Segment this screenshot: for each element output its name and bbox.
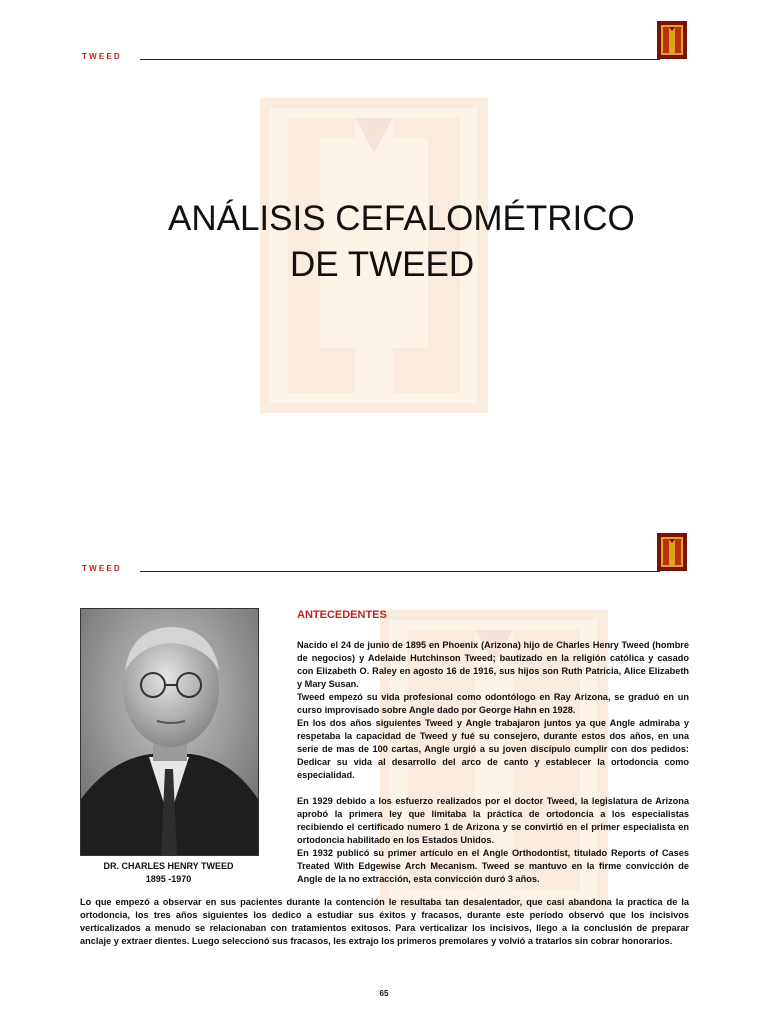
logo-icon [657, 21, 687, 59]
title-line-1: ANÁLISIS CEFALOMÉTRICO [168, 199, 635, 238]
paragraph: En 1932 publicó su primer artículo en el Angle Orthodontist, titulado Reports of Cases Treated With Edgewise Arch Mecanism. Tweed se mantuvo en la firme convicción de Angle de la no extracción, esta convicción duró 3 años. [297, 848, 689, 884]
logo-icon [657, 533, 687, 571]
page-number: 65 [379, 989, 389, 998]
photo-caption [80, 860, 257, 886]
section-title: ANTECEDENTES [297, 609, 387, 621]
header-label: TWEED [82, 52, 122, 61]
header-bar [0, 22, 768, 72]
header-label: TWEED [82, 564, 122, 573]
paragraph: En los dos años siguientes Tweed y Angle trabajaron juntos ya que Angle admiraba y respetaba la capacidad de Tweed y fué su consejero, durante estos dos años, en una serie de mas de 100 cartas, Angle urgió a su joven discípulo cumplir con dos pedidos: Dedicar su vida al desarrollo del arco de canto y establecer la ortodoncia como especialidad. [297, 718, 689, 780]
paragraph: Tweed empezó su vida profesional como odontólogo en Ray Arizona, se graduó en un curso improvisado sobre Angle dado por George Hahn en 1928. [297, 692, 689, 715]
caption-name: DR. CHARLES HENRY TWEED [103, 861, 234, 871]
header-rule [140, 59, 660, 60]
paragraph: Nacido el 24 de junio de 1895 en Phoenix (Arizona) hijo de Charles Henry Tweed (hombre de negocios) y Adelaide Hutchinson Tweed; bautizado en la religión católica y casado con Elizabeth O. Raley en agosto 16 de 1916, sus hijos son Ruth Patricia, Alice Elizabeth y Mary Susan. [297, 640, 689, 689]
title-line-2: DE TWEED [290, 245, 475, 284]
portrait-photo [80, 608, 259, 856]
document-title [168, 196, 688, 288]
section-body [297, 639, 689, 886]
paragraph: En 1929 debido a los esfuerzo realizados por el doctor Tweed, la legislatura de Arizona aprobó la primera ley que limitaba la práctica de ortodoncia a los especialistas recibiendo el certificado numero 1 de Arizona y se convirtió en el primer especialista en ortodoncia habilitado en los Estados Unidos. [297, 796, 689, 845]
caption-years: 1895 -1970 [145, 874, 192, 884]
full-width-paragraph: Lo que empezó a observar en sus pacientes durante la contención le resultaba tan desalentador, que casi abandona la practica de la ortodoncia, los tres años siguientes los dedico a estudiar sus éxitos y fracasos, durante este período observó que los incisivos verticalizados a menudo se relacionaban con tratamientos exitosos. Para verticalizar los incisivos, llego a la conclusión de preparar anclaje y extraer dientes. Luego seleccionó sus fracasos, les extrajo los primeros premolares y volvió a tratarlos sin cobrar honorarios. [80, 897, 689, 946]
header-bar [0, 534, 768, 584]
header-rule [140, 571, 660, 572]
